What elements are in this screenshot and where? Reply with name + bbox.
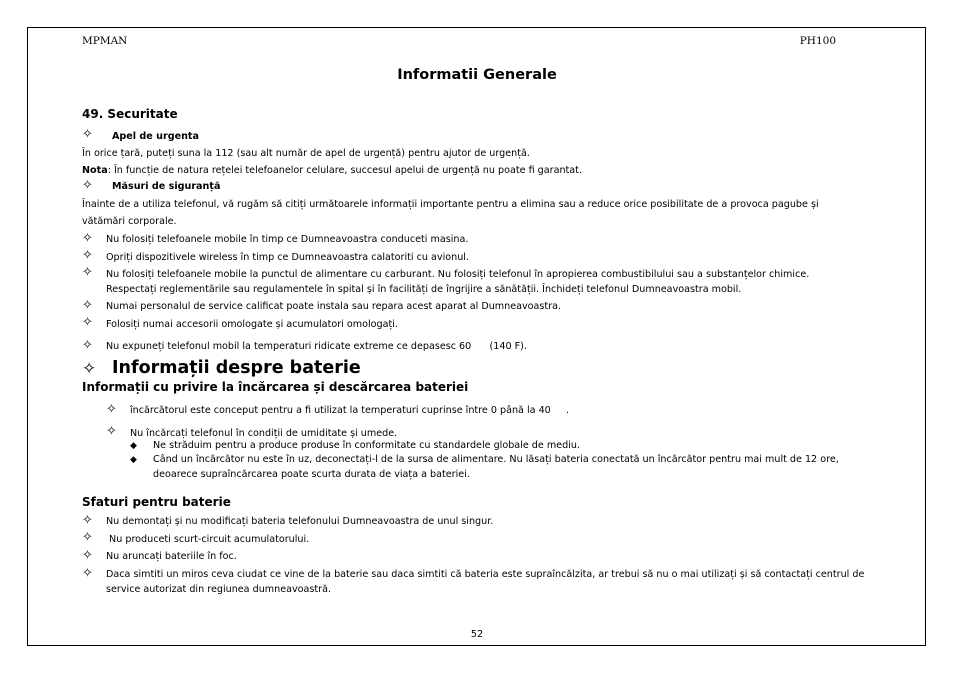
masuri-item: Folosiți numai accesorii omologate și acumulatori omologați. [106,319,398,330]
tips-heading: Sfaturi pentru baterie [82,495,231,509]
charging-item: încărcătorul este conceput pentru a fi utilizat la temperaturi cuprinse între 0 până la 40 . [130,405,570,416]
page-title: Informatii Generale [397,67,557,83]
tip-item: Nu aruncați bateriile în foc. [106,551,237,562]
masuri-item: Nu expuneți telefonul mobil la temperaturi ridicate extreme ce depasesc 60 (140 F). [106,341,527,352]
star-bullet-icon: ✧ [82,127,93,142]
star-bullet-icon: ✧ [82,338,93,353]
star-bullet-icon: ✧ [82,298,93,313]
tip-item: Daca simtiti un miros ceva ciudat ce vine de la baterie sau daca simtiti că bateria este supraîncălzita, ar trebui să nu o mai utilizați și să contactați centrul de [106,569,865,580]
charging-sub-item: Ne străduim pentru a produce produse în conformitate cu standardele globale de mediu. [153,440,580,451]
masuri-title: Măsuri de siguranță [112,181,221,192]
star-bullet-icon: ✧ [106,402,117,417]
diamond-bullet-icon: ◆ [130,441,137,451]
star-bullet-icon: ✧ [82,265,93,280]
apel-text: În orice țară, puteți suna la 112 (sau alt număr de apel de urgență) pentru ajutor de urgență. [82,148,530,159]
star-bullet-icon: ✧ [82,513,93,528]
note-label: Nota [82,165,108,176]
masuri-item: Nu folosiți telefoanele mobile la punctul de alimentare cu carburant. Nu folosiți telefonul în apropierea combustibilului sau a substanțelor chimice. [106,269,810,280]
note-text: : În funcție de natura rețelei telefoanelor celulare, succesul apelui de urgență nu poate fi garantat. [107,165,582,176]
star-bullet-icon: ✧ [82,231,93,246]
star-bullet-icon: ✧ [82,548,93,563]
tip-item: Nu demontați și nu modificați bateria telefonului Dumneavoastra de unul singur. [106,516,494,527]
note-line [82,163,582,178]
header-brand: MPMAN [82,35,128,47]
star-bullet-icon: ✧ [82,359,97,379]
tip-item-continued: service autorizat din regiunea dumneavoastră. [106,584,332,595]
star-bullet-icon: ✧ [82,566,93,581]
masuri-item: Opriți dispozitivele wireless în timp ce Dumneavoastra calatoriti cu avionul. [106,252,469,263]
star-bullet-icon: ✧ [82,530,93,545]
masuri-intro-line2: vătămări corporale. [82,216,177,227]
charging-item: Nu încărcați telefonul în condiții de umiditate și umede. [130,428,398,439]
tip-item: Nu produceti scurt-circuit acumulatorului. [106,534,310,545]
section-heading-securitate: 49. Securitate [82,107,178,121]
masuri-item: Numai personalul de service calificat poate instala sau repara acest aparat al Dumneavoastra. [106,301,562,312]
star-bullet-icon: ✧ [82,315,93,330]
masuri-item-continued: Respectați reglementările sau regulamentele în spital și în facilități de îngrijire a sănătății. Închideți telefonul Dumneavoastra mobil. [106,284,742,295]
battery-title: Informații despre baterie [112,358,361,378]
star-bullet-icon: ✧ [82,178,93,193]
header-model: PH100 [799,35,836,47]
masuri-intro-line1: Înainte de a utiliza telefonul, vă rugăm să citiți următoarele informații importante pentru a elimina sau a reduce orice posibilitate de a provoca pagube și [82,199,819,210]
diamond-bullet-icon: ◆ [130,455,137,465]
charging-heading: Informații cu privire la încărcarea și descărcarea bateriei [82,380,469,394]
masuri-item: Nu folosiți telefoanele mobile în timp ce Dumneavoastra conduceti masina. [106,234,469,245]
star-bullet-icon: ✧ [106,424,117,439]
charging-sub-item: Când un încărcător nu este în uz, deconectați-l de la sursa de alimentare. Nu lăsați bateria conectată un încărcător pentru mai mult de 12 ore, [153,454,839,465]
apel-title: Apel de urgenta [112,131,199,142]
star-bullet-icon: ✧ [82,248,93,263]
charging-sub-item-continued: deoarece supraîncărcarea poate scurta durata de viața a bateriei. [153,469,470,480]
page-number: 52 [470,629,484,640]
